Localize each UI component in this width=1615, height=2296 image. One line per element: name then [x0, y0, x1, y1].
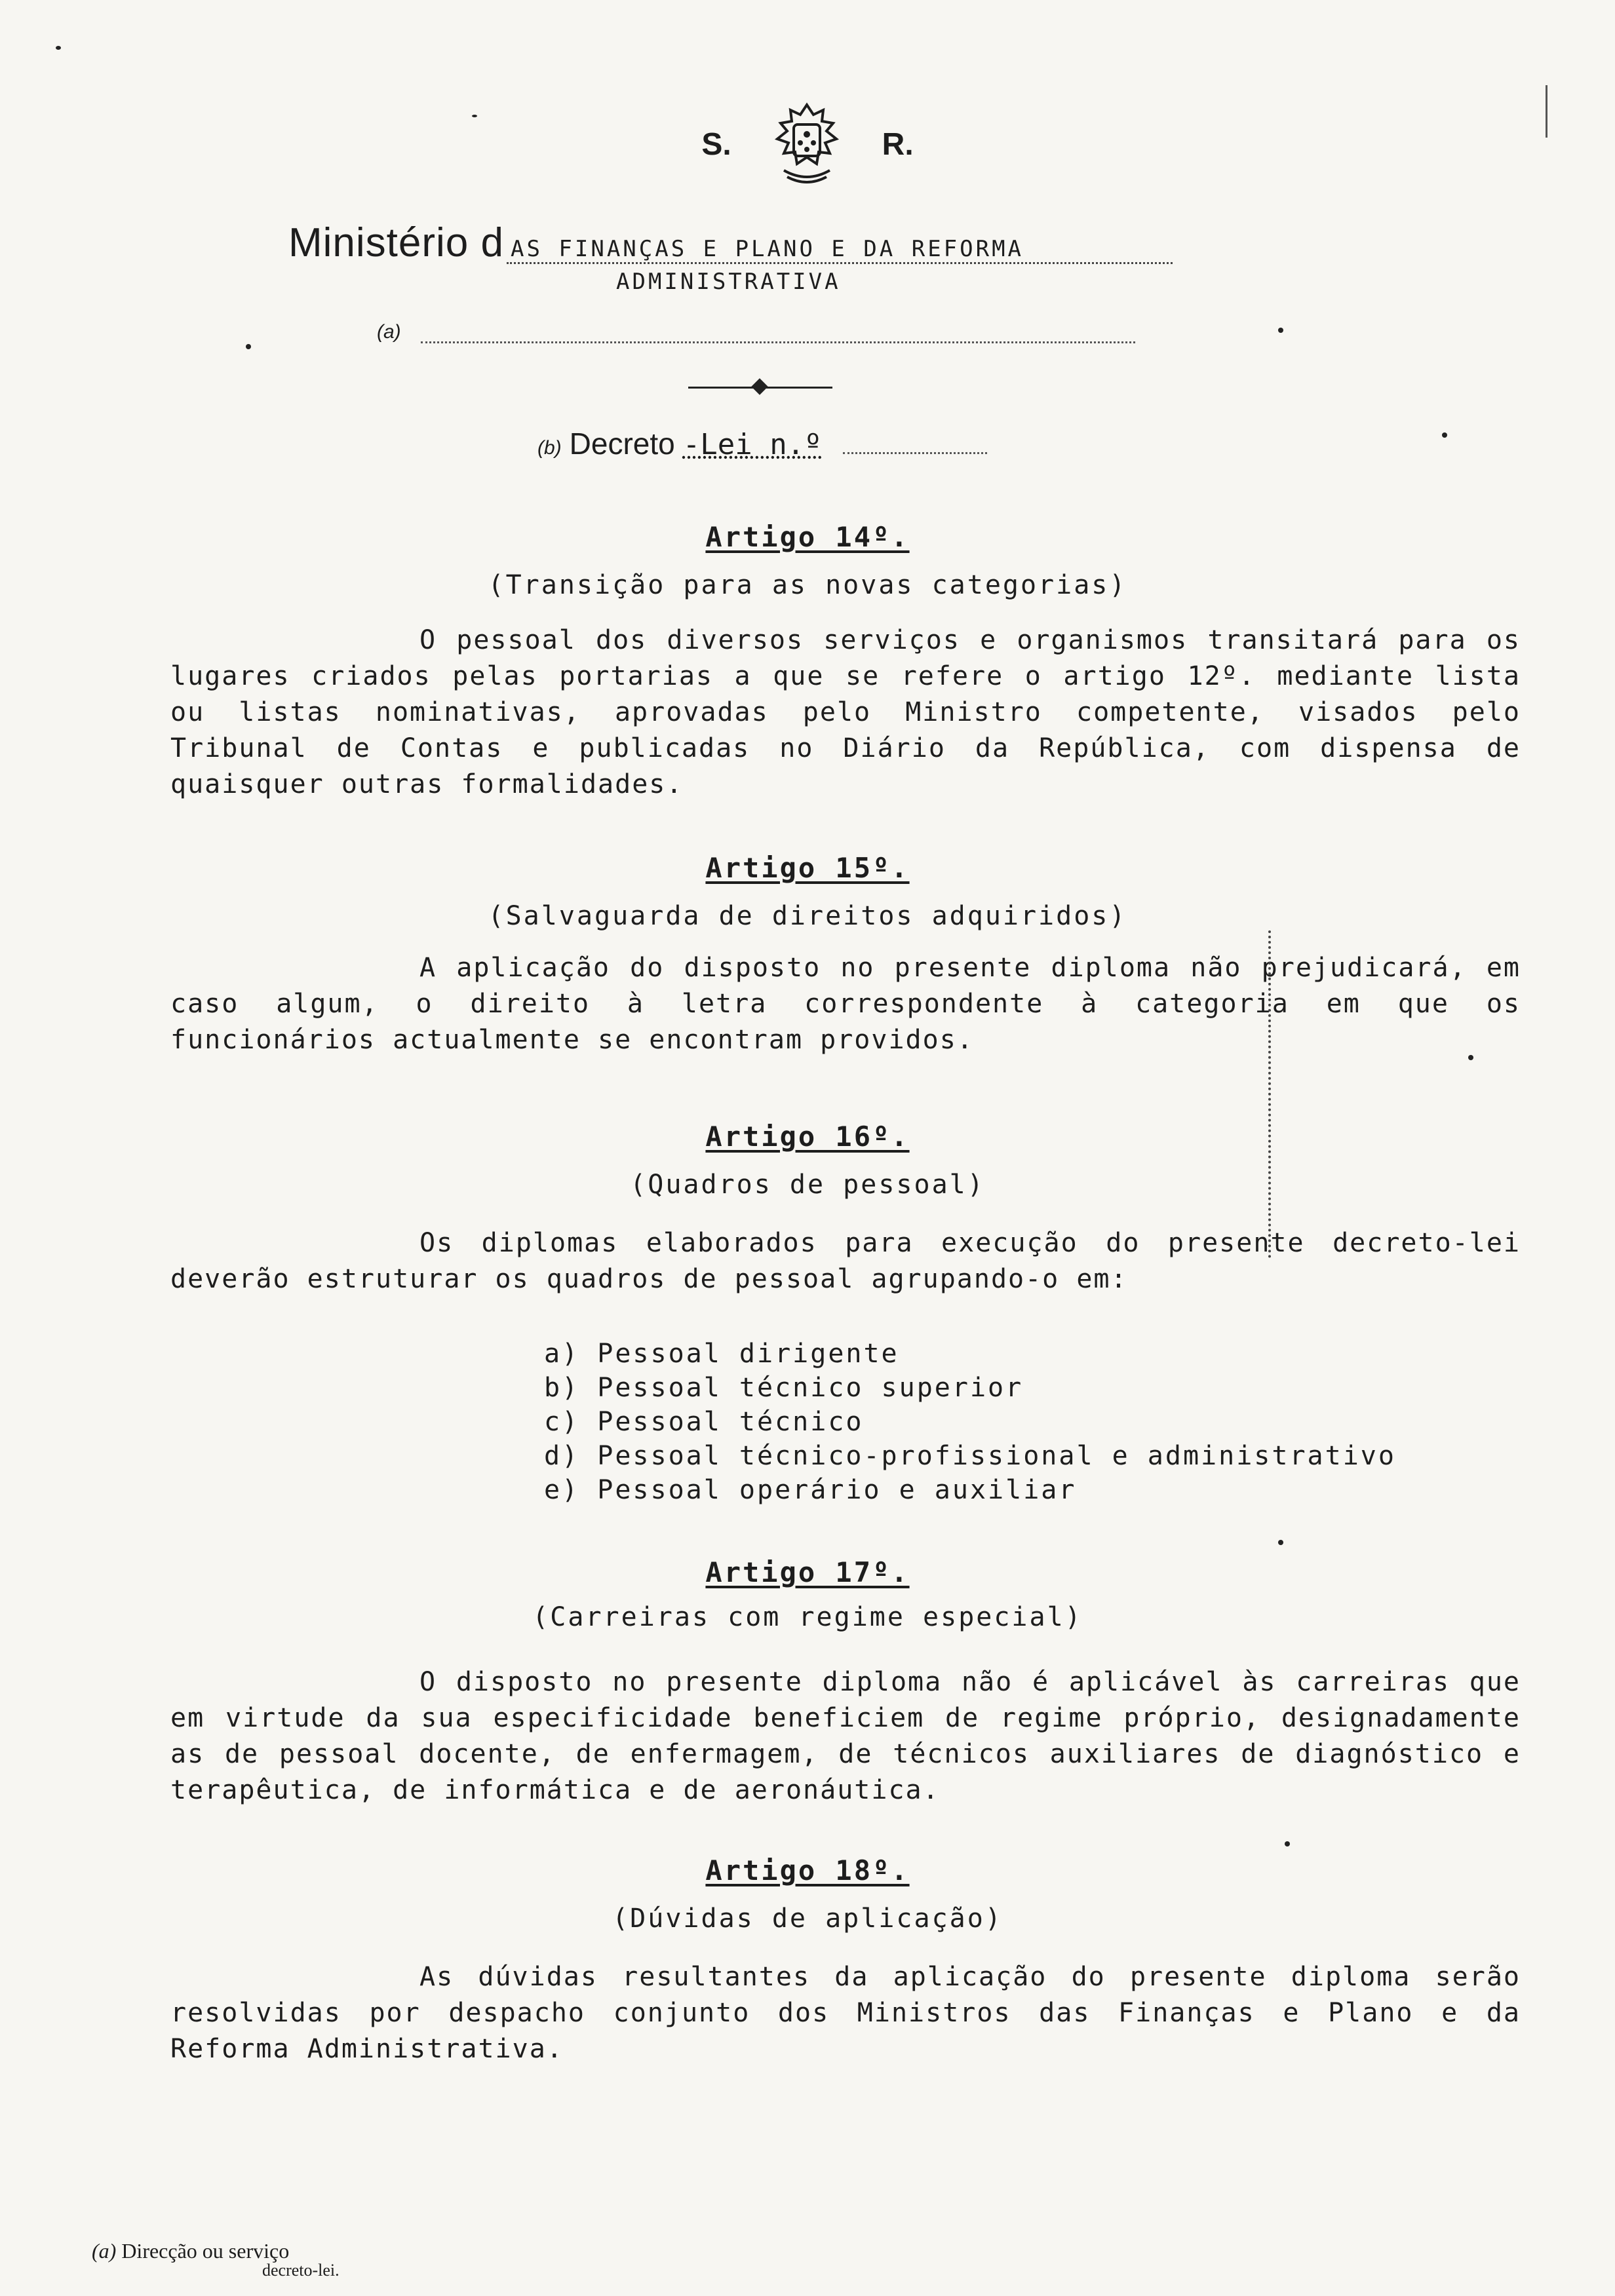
footnote-line: decreto-lei. [262, 2261, 340, 2280]
footnote-marker: (a) [92, 2239, 117, 2263]
scan-speck [1442, 432, 1447, 438]
article-subtitle: (Transição para as novas categorias) [488, 570, 1127, 600]
ministry-name-continuation: ADMINISTRATIVA [616, 269, 841, 295]
letterhead-right-letter: R. [882, 126, 914, 162]
scan-speck [1278, 1540, 1283, 1545]
scan-edge-mark [1546, 85, 1547, 138]
letterhead-left-letter: S. [701, 126, 731, 162]
article-subtitle: (Dúvidas de aplicação) [612, 1904, 1003, 1934]
list-item: d) Pessoal técnico-profissional e administrativo [544, 1441, 1396, 1471]
article-paragraph: As dúvidas resultantes da aplicação do presente diploma serão resolvidas por despacho conjunto dos Ministros das Finanças e Plano e da Reforma Administrativa. [170, 1962, 1521, 2064]
decree-marker: (b) [537, 437, 562, 459]
article-title: Artigo 14º. [705, 521, 910, 553]
letterhead-emblem-row [0, 98, 1615, 190]
article-subtitle: (Carreiras com regime especial) [532, 1602, 1083, 1632]
scan-speck [472, 115, 477, 117]
footnote [92, 2241, 340, 2280]
decree-heading [537, 426, 987, 461]
article-subtitle: (Salvaguarda de direitos adquiridos) [488, 901, 1127, 931]
article-paragraph: O pessoal dos diversos serviços e organismos transitará para os lugares criados pelas portarias a que se refere o artigo 12º. mediante lista ou listas nominativas, aprovadas pelo Ministro competente, visados pelo Tribunal de Contas e publicadas no Diário da República, com dispensa de quaisquer outras formalidades. [170, 625, 1521, 799]
article-paragraph: O disposto no presente diploma não é aplicável às carreiras que em virtude da sua especificidade beneficiem de regime próprio, designadamente as de pessoal docente, de enfermagem, de técnicos auxiliares de diagnóstico e terapêutica, de informática e de aeronáutica. [170, 1667, 1521, 1805]
scan-margin-dots [1268, 930, 1274, 1258]
list-item: b) Pessoal técnico superior [544, 1373, 1024, 1403]
scan-speck [1285, 1841, 1290, 1846]
list-item: e) Pessoal operário e auxiliar [544, 1475, 1077, 1505]
direction-marker: (a) [377, 321, 401, 343]
coat-of-arms-icon [758, 98, 856, 190]
article-title: Artigo 16º. [705, 1120, 910, 1153]
list-item: c) Pessoal técnico [544, 1407, 864, 1437]
list-item: a) Pessoal dirigente [544, 1339, 899, 1369]
ministry-name-line: AS FINANÇAS E PLANO E DA REFORMA [507, 236, 1173, 264]
article-title: Artigo 17º. [705, 1556, 910, 1588]
article-paragraph: A aplicação do disposto no presente diploma não prejudicará, em caso algum, o direito à letra correspondente à categoria em que os funcionários actualmente se encontram providos. [170, 953, 1521, 1055]
ministry-heading [288, 220, 1173, 266]
article-title: Artigo 18º. [705, 1854, 910, 1886]
divider-diamond-icon [751, 378, 768, 394]
scan-speck [246, 344, 251, 349]
scan-speck [1278, 328, 1283, 333]
direction-field [377, 321, 1135, 343]
staff-groups-list [544, 1337, 1396, 1507]
footnote-line: Direcção ou serviço [121, 2239, 290, 2263]
article-title: Artigo 15º. [705, 852, 910, 884]
article-paragraph: Os diplomas elaborados para execução do presente decreto-lei deverão estruturar os quadros de pessoal agrupando-o em: [170, 1228, 1521, 1294]
decree-number-label: -Lei n.º [682, 428, 822, 461]
decree-number-dotted-line [843, 452, 987, 454]
direction-dotted-line [421, 322, 1135, 343]
scan-speck [1468, 1055, 1473, 1060]
article-subtitle: (Quadros de pessoal) [630, 1170, 985, 1200]
decree-label: Decreto [569, 427, 675, 461]
scan-speck [56, 46, 61, 50]
ministry-prefix: Ministério d [288, 220, 504, 265]
